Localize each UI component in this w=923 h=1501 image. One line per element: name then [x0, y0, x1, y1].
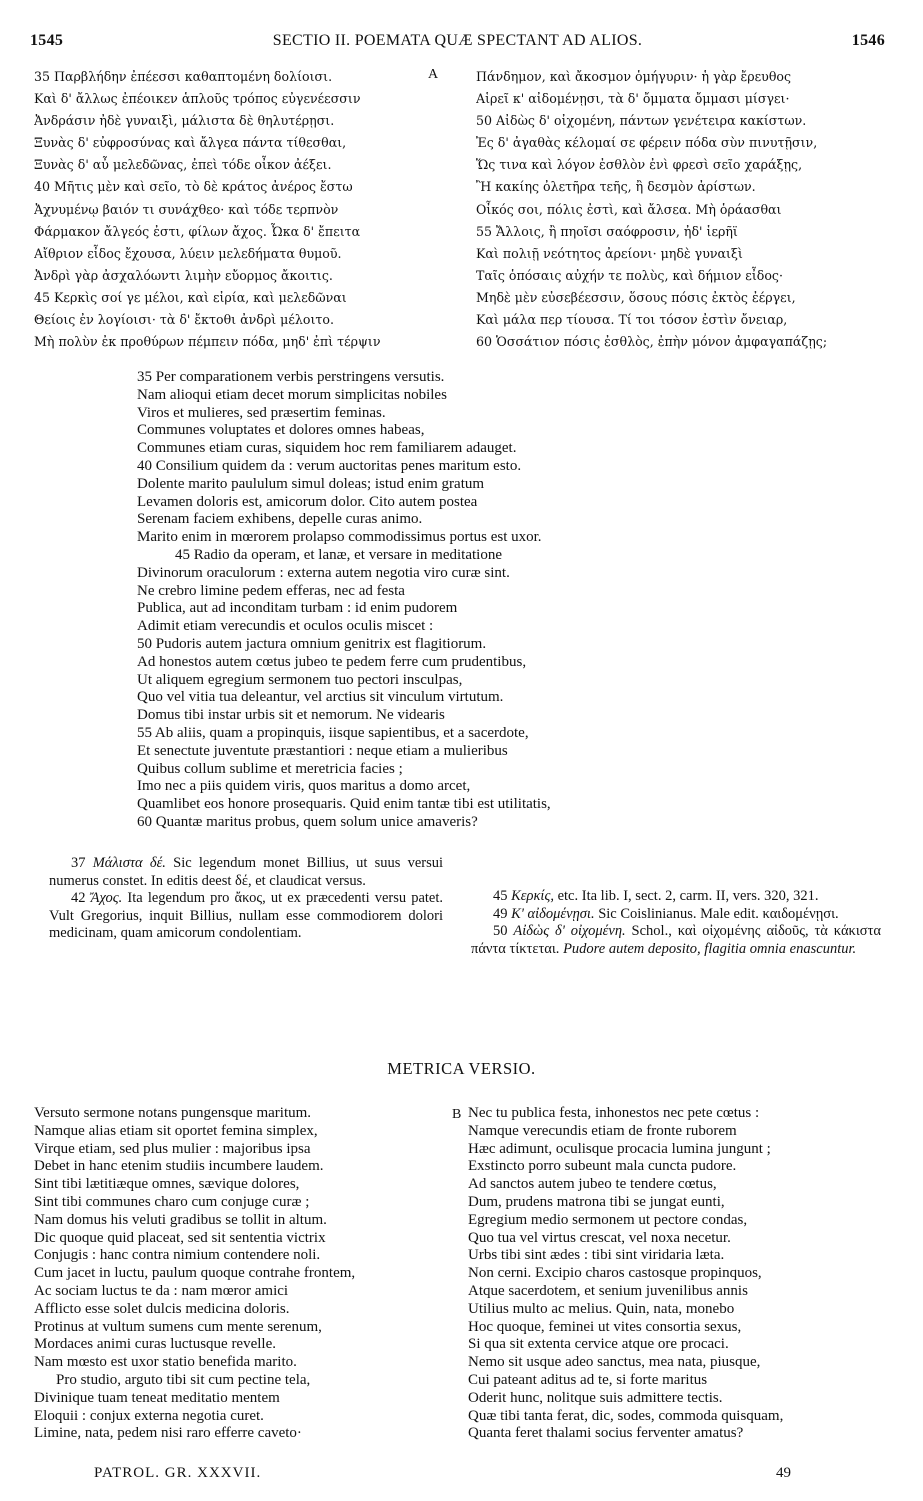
text-line: 55 Ab aliis, quam a propinquis, iisque sapientibus, et a sacerdote,	[137, 724, 529, 741]
footnote-lemma: Ἄχος.	[90, 890, 123, 907]
text-line: Nam alioqui etiam decet morum simplicitas nobiles	[137, 386, 447, 403]
text-line: Divinorum oraculorum : externa autem negotia viro curæ sint.	[137, 564, 510, 581]
text-line: Viros et mulieres, sed præsertim feminas.	[137, 404, 386, 421]
text-line: Θείοις ἐν λογίοισι· τὰ δ' ἔκτοθι ἀνδρὶ μέλοιτο.	[34, 312, 334, 328]
text-line: Urbs tibi sint ædes : tibi sint viridaria læta.	[468, 1247, 725, 1264]
footnote-lemma: Κ' αἰδομένῃσι.	[511, 905, 595, 922]
footnote	[471, 906, 881, 924]
text-line: Quibus collum sublime et meretricia facies ;	[137, 760, 403, 777]
text-line: Quamlibet eos honore prosequaris. Quid enim tantæ tibi est utilitatis,	[137, 796, 551, 813]
footnote-number: 50	[493, 923, 508, 940]
footnote-lemma: Αἰδὼς δ' οἰχομένη.	[513, 923, 626, 940]
metrica-column-left	[34, 1105, 444, 1443]
text-line: Exstincto porro subeunt mala cuncta pudore.	[468, 1158, 737, 1175]
text-line: 40 Μῆτις μὲν καὶ σεῖο, τὸ δὲ κράτος ἀνέρος ἔστω	[34, 179, 353, 195]
text-line: Μὴ πολὺν ἐκ προθύρων πέμπειν πόδα, μηδ' ἐπὶ τέρψιν	[34, 334, 381, 350]
text-line: 60 Ὁσσάτιον πόσις ἐσθλὸς, ἐπὴν μόνον ἀμφαγαπάζῃς;	[476, 334, 828, 350]
footnote-lemma: Μάλιστα δέ.	[92, 855, 166, 871]
metrica-title: METRICA VERSIO.	[387, 1059, 536, 1078]
text-line: Ἀνδράσιν ἠδὲ γυναιξὶ, μάλιστα δὲ θηλυτέρῃσι.	[34, 113, 335, 129]
text-line: Protinus at vultum sumens cum mente serenum,	[34, 1318, 322, 1335]
footnote	[471, 888, 881, 906]
text-line: Αἱρεῖ κ' αἰδομένῃσι, τὰ δ' ὄμματα ὄμμασι μίσγει·	[476, 91, 790, 107]
text-line: Oderit hunc, nolitque suis admittere tectis.	[468, 1389, 723, 1406]
footnote	[471, 923, 881, 958]
text-line: Communes voluptates et dolores omnes habeas,	[137, 422, 425, 439]
text-line: Marito enim in mœrorem prolapso commodissimus portus est uxor.	[137, 529, 542, 546]
text-line: Καὶ δ' ἄλλως ἐπέοικεν ἁπλοῦς τρόπος εὐγενέεσσιν	[34, 91, 361, 107]
text-line: Nam mœsto est uxor statio benefida marito.	[34, 1354, 297, 1371]
footnote-text: etc. Ita lib. I, sect. 2, carm. II, vers. 320, 321.	[557, 888, 819, 904]
text-line: Versuto sermone notans pungensque maritum.	[34, 1105, 312, 1121]
footer-series: PATROL. GR. XXXVII.	[94, 1465, 262, 1481]
text-line: Καὶ μάλα περ τίουσα. Τί τοι τόσον ἐστὶν ὄνειαρ,	[476, 312, 788, 328]
page-number-left: 1545	[30, 32, 64, 49]
text-line: Ad honestos autem cœtus jubeo te pedem ferre cum prudentibus,	[137, 653, 527, 670]
text-line: Ἢ κακίης ὀλετῆρα τεῆς, ἢ δεσμὸν ἀρίστων.	[476, 179, 756, 195]
text-line: Ne crebro limine pedem efferas, nec ad festa	[137, 582, 405, 599]
footnote-number: 49	[493, 905, 508, 922]
text-line: Pro studio, arguto tibi sit cum pectine tela,	[56, 1371, 311, 1388]
text-line: Publica, aut ad inconditam turbam : id enim pudorem	[137, 600, 458, 617]
greek-text	[30, 66, 890, 366]
text-line: Ac sociam luctus te da : nam mœror amici	[34, 1282, 289, 1299]
text-line: Utilius multo ac melius. Quin, nata, monebo	[468, 1300, 735, 1317]
text-line: Ad sanctos autem jubeo te tendere cœtus,	[468, 1176, 717, 1193]
text-line: Egregium medio sermonem ut pectore condas,	[468, 1211, 748, 1228]
footnote-text: Sic Coislinianus. Male edit. καιδομένῃσι.	[598, 905, 839, 922]
latin-translation	[137, 369, 727, 832]
text-line: 40 Consilium quidem da : verum auctoritas penes maritum esto.	[137, 457, 522, 474]
text-line: Eloquii : conjux externa negotia curet.	[34, 1407, 264, 1424]
text-line: Ἀχνυμένῳ βαιόν τι συνάχθεο· καὶ τόδε τερπνὸν	[34, 201, 339, 217]
text-line: Cum jacet in luctu, paulum quoque contrahe frontem,	[34, 1265, 356, 1282]
text-line: Atque sacerdotem, et senium juvenilibus annis	[468, 1282, 748, 1299]
text-line: Nam domus his veluti gradibus se tollit in altum.	[34, 1211, 327, 1228]
footnote-translation: Pudore autem deposito, flagitia omnia enascuntur.	[563, 940, 857, 957]
text-line: Domus tibi instar urbis sit et nemorum. Ne videaris	[137, 707, 445, 724]
text-line: Μηδὲ μὲν εὐσεβέεσσιν, ὅσους πόσις ἐκτὸς ἐέργει,	[476, 289, 796, 305]
text-line: Virque etiam, sed plus mulier : majoribus ipsa	[34, 1140, 311, 1157]
text-line: Φάρμακον ἄλγεός ἐστι, φίλων ἄχος. Ὦκα δ' ἔπειτα	[34, 223, 361, 239]
text-line: Mordaces animi curas luctusque revelle.	[34, 1336, 276, 1353]
text-line: Quo vel vitia tua deleantur, vel arctius sit vinculum virtutum.	[137, 689, 504, 706]
text-line: Quo tua vel virtus crescat, vel noxa necetur.	[468, 1229, 731, 1246]
page-title: SECTIO II. POEMATA QUÆ SPECTANT AD ALIOS.	[272, 32, 643, 49]
text-line: Adimit etiam verecundis et oculos oculis miscet :	[137, 618, 434, 635]
text-line: Namque verecundis etiam de fronte ruborem	[468, 1122, 737, 1139]
footnote-text: Ita legendum pro ἄκος, ut ex præcedenti versu patet. Vult Gregorius, inquit Billius, nullam esse commodiorem dolori medicinam, quam amicorum condolentiam.	[49, 890, 444, 942]
footnote-text: Schol., καὶ οἰχομένης αἰδοῦς, τὰ κάκιστα πάντα τίκτεται.	[471, 923, 882, 957]
footnote-text: Sic legendum monet Billius, ut suus versui numerus constet. In editis deest δέ, et claudicat versus.	[49, 855, 444, 889]
text-line: Limine, nata, pedem nisi raro efferre caveto·	[34, 1425, 302, 1442]
text-line: Divinique tuam teneat meditatio mentem	[34, 1389, 280, 1406]
text-line: 45 Κερκὶς σοί γε μέλοι, καὶ εἰρία, καὶ μελεδῶναι	[34, 289, 347, 305]
metrica-column-right	[468, 1105, 888, 1443]
text-line: Et senectute juventute præstantiori : neque etiam a mulieribus	[137, 742, 508, 759]
footnote-lemma: Κερκίς,	[511, 888, 554, 904]
page	[30, 32, 885, 58]
page-number-right: 1546	[851, 32, 885, 49]
text-line: Πάνδημον, καὶ ἄκοσμον ὁμήγυριν· ἡ γὰρ ἔρευθος	[476, 69, 792, 84]
text-line: Sint tibi communes charo cum conjuge curæ ;	[34, 1193, 310, 1210]
footnote	[49, 855, 443, 890]
notes-column-left	[49, 855, 443, 943]
text-line: Afflicto esse solet dulcis medicina doloris.	[34, 1300, 290, 1317]
text-line: Debet in hanc etenim studiis incumbere laudem.	[34, 1158, 324, 1175]
text-line: 45 Radio da operam, et lanæ, et versare in meditatione	[175, 546, 502, 563]
text-line: Hoc quoque, feminei ut vites consortia sexus,	[468, 1318, 742, 1335]
text-line: Αἴθριον εἶδος ἔχουσα, λύειν μελεδήματα θυμοῦ.	[34, 245, 342, 261]
notes-column-right	[471, 888, 881, 958]
footnote-number: 45	[493, 888, 508, 904]
text-line: Dum, prudens matrona tibi se jungat eunti,	[468, 1193, 725, 1210]
text-line: Cui pateant aditus ad te, si forte maritus	[468, 1371, 708, 1388]
column-marker-a: A	[428, 67, 439, 82]
text-line: Sint tibi lætitiæque omnes, sævique dolores,	[34, 1176, 300, 1193]
footer-signature: 49	[776, 1465, 791, 1481]
text-line: Ὥς τινα καὶ λόγον ἐσθλὸν ἐνὶ φρεσὶ σεῖο χαράξῃς,	[476, 157, 803, 173]
text-line: Serenam faciem exhibens, depelle curas animo.	[137, 511, 423, 528]
text-line: Nemo sit usque adeo sanctus, mea nata, piusque,	[468, 1354, 761, 1371]
footnote	[49, 890, 443, 943]
text-line: Dic quoque quid placeat, sed sit sententia victrix	[34, 1229, 326, 1246]
column-marker-b: B	[452, 1107, 462, 1122]
text-line: Ξυνὰς δ' αὖ μελεδῶνας, ἐπεὶ τόδε οἶκον ἀέξει.	[34, 157, 332, 173]
text-line: Ἐς δ' ἀγαθὰς κέλομαί σε φέρειν πόδα σὺν πινυτῇσιν,	[476, 135, 818, 151]
text-line: Dolente marito paululum simul doleas; istud enim gratum	[137, 475, 485, 492]
text-line: 50 Αἰδὼς δ' οἰχομένη, πάντων γενέτειρα κακίστων.	[476, 113, 807, 129]
running-header	[30, 32, 885, 58]
text-line: Hæc adimunt, oculisque procacia lumina jungunt ;	[468, 1140, 771, 1157]
footnote-number: 42	[71, 890, 86, 907]
text-line: Ταῖς ὁπόσαις αὐχήν τε πολὺς, καὶ δήμιον εἶδος·	[476, 267, 783, 283]
text-line: Ξυνὰς δ' εὐφροσύνας καὶ ἄλγεα πάντα τίθεσθαι,	[34, 135, 347, 151]
greek-column-left	[34, 66, 444, 353]
text-line: Quæ tibi tanta ferat, dic, sodes, commoda quisquam,	[468, 1407, 784, 1424]
greek-column-right	[476, 66, 886, 353]
text-line: Quanta feret thalami socius ferventer amatus?	[468, 1425, 744, 1442]
text-line: Levamen doloris est, amicorum dolor. Cito autem postea	[137, 493, 478, 510]
text-line: Si qua sit extenta cervice atque ore procaci.	[468, 1336, 729, 1353]
text-line: Nec tu publica festa, inhonestos nec pete cœtus :	[468, 1105, 760, 1121]
text-line: 55 Ἄλλοις, ἢ πηοῖσι σαόφροσιν, ἠδ' ἱερῆϊ	[476, 223, 738, 239]
text-line: Imo nec a piis quidem viris, quos maritus a domo arcet,	[137, 778, 471, 795]
text-line: Conjugis : hanc contra nimium contendere noli.	[34, 1247, 321, 1264]
text-line: Καὶ πολιῇ νεότητος ἀρείονι· μηδὲ γυναιξὶ	[476, 245, 743, 261]
footnote-number: 37	[71, 855, 86, 871]
text-line: Οἶκός σοι, πόλις ἐστὶ, καὶ ἄλσεα. Μὴ ὁράασθαι	[476, 201, 782, 217]
text-line: 50 Pudoris autem jactura omnium genitrix est flagitiorum.	[137, 635, 487, 652]
text-line: Non cerni. Excipio charos castosque propinquos,	[468, 1265, 762, 1282]
text-line: 60 Quantæ maritus probus, quem solum unice amaveris?	[137, 813, 478, 830]
text-line: 35 Παρβλήδην ἐπέεσσι καθαπτομένη δολίοισι.	[34, 69, 333, 84]
text-line: Ἀνδρὶ γὰρ ἀσχαλόωντι λιμὴν εὔορμος ἄκοιτις.	[34, 267, 333, 283]
text-line: Communes etiam curas, siquidem hoc rem familiarem adauget.	[137, 440, 517, 457]
text-line: 35 Per comparationem verbis perstringens versutis.	[137, 369, 445, 385]
text-line: Namque alias etiam sit oportet femina simplex,	[34, 1122, 318, 1139]
text-line: Ut aliquem egregium sermonem tuo pectori insculpas,	[137, 671, 463, 688]
